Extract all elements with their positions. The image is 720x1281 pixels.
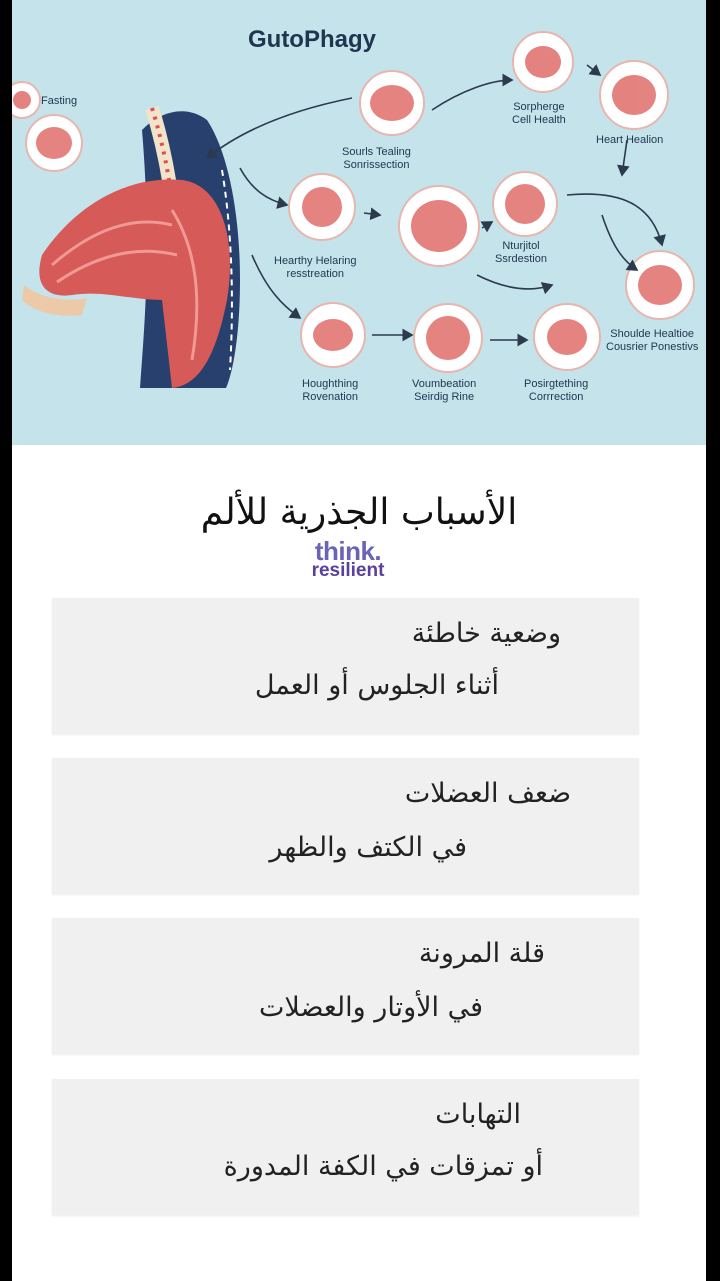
card-title: وضعية خاطئة <box>411 618 561 649</box>
card-title: ضعف العضلات <box>404 778 571 809</box>
page-title: الأسباب الجذرية للألم <box>200 492 518 533</box>
card-subtitle: أثناء الجلوس أو العمل <box>254 670 499 701</box>
label-fasting: Fasting <box>41 95 78 107</box>
label-houghting: Houghthing Rovenation <box>302 378 359 403</box>
cause-card-2 <box>52 758 639 894</box>
think-resilient-logo: think. resilient <box>311 536 385 581</box>
cause-card-4 <box>52 1079 639 1215</box>
label-sourls: Sourls Tealing Sonrissection <box>342 146 411 171</box>
card-subtitle: في الأوتار والعضلات <box>258 992 483 1023</box>
card-title: قلة المرونة <box>418 938 545 969</box>
card-subtitle: في الكتف والظهر <box>269 832 467 863</box>
card-subtitle: أو تمزقات في الكفة المدورة <box>223 1151 543 1182</box>
label-posirgtething: Posirgtething Corrrection <box>524 378 589 403</box>
label-voumbeation: Voumbeation Seirdig Rine <box>412 378 477 403</box>
cause-card-3 <box>52 918 639 1054</box>
card-title: التهابات <box>435 1099 521 1130</box>
cause-card-1 <box>52 598 639 734</box>
shoulder-muscle <box>39 180 230 388</box>
label-nutrition: Nturjitol Ssrdestion <box>495 240 547 265</box>
label-shoulde: Shoulde Healtioe Cousrier Ponestivs <box>606 328 699 353</box>
infographic-title: GutoPhagy <box>247 26 376 53</box>
label-sorpherge: Sorpherge Cell Health <box>512 101 566 126</box>
shoulder-infographic <box>12 0 706 445</box>
page <box>12 0 706 1281</box>
infographic-illustration <box>12 0 706 445</box>
label-heart: Heart Healion <box>596 134 664 146</box>
label-hearthy: Hearthy Helaring resstreation <box>274 255 357 280</box>
